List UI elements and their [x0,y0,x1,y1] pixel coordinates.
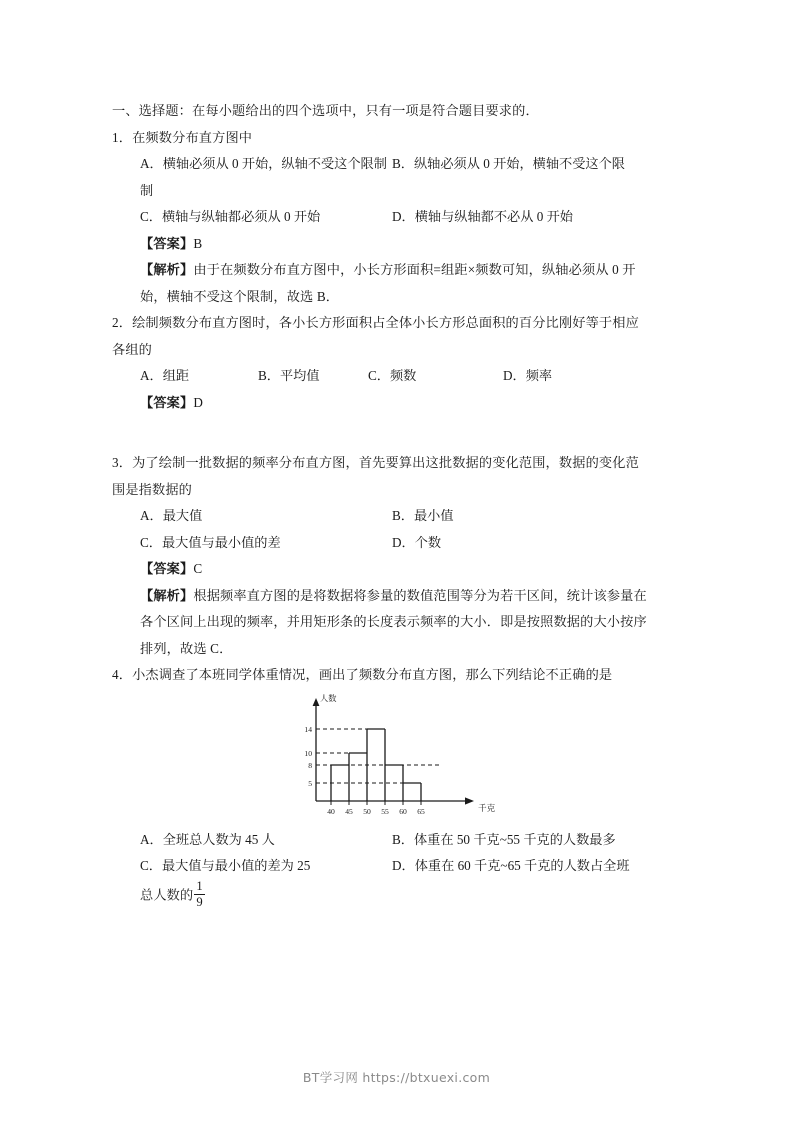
question-4-option-d: D．体重在 60 千克~65 千克的人数占全班 [392,858,630,873]
question-4-text: 小杰调查了本班同学体重情况，画出了频数分布直方图，那么下列结论不正确的是 [132,667,613,682]
question-1-analysis-text-1: 由于在频数分布直方图中，小长方形面积=组距×频数可知，纵轴必须从 0 开 [193,262,636,277]
question-3-answer [112,556,684,583]
x-tick-label-60: 60 [399,806,407,816]
question-3-option-d: D．个数 [392,534,442,550]
question-4-options-row-2 [112,853,684,880]
question-3-analysis-line-1 [112,583,684,610]
question-1-answer-value: B [193,235,203,251]
question-3-options-row-1 [112,503,684,530]
question-2-text-1: 绘制频数分布直方图时，各小长方形面积占全体小长方形总面积的百分比刚好等于相应 [132,315,639,330]
question-1-options-row-1 [112,151,684,178]
y-tick-label-14: 14 [304,724,312,734]
y-axis-arrow [313,698,320,706]
question-1-option-b-continuation: 制 [140,182,154,198]
question-2-answer [112,390,684,417]
question-1-text: 在频数分布直方图中 [132,129,253,145]
analysis-label: 【解析】 [140,587,194,603]
question-3-analysis-line-3: 排列，故选 C． [140,640,233,656]
question-3-options-row-2 [112,530,684,557]
question-3-analysis-text-1: 根据频率直方图的是将数据将参量的数值范围等分为若干区间，统计该参量在 [193,587,647,603]
section-heading: 一、选择题：在每小题给出的四个选项中，只有一项是符合题目要求的． [112,103,539,118]
question-2-options-row [112,363,684,390]
x-axis-title: 千克 [478,802,496,813]
question-3-text-1: 为了绘制一批数据的频率分布直方图，首先要算出这批数据的变化范围，数据的变化范 [132,455,639,470]
question-4-option-d-tail-prefix: 总人数的 [140,887,194,903]
question-3-number: 3． [112,455,133,470]
question-3-option-b: B．最小值 [392,508,454,523]
question-4-option-a: A．全班总人数为 45 人 [140,831,275,847]
question-3-answer-value: C [193,561,203,576]
x-tick-label-40: 40 [327,806,335,816]
question-1-options-row-2 [112,204,684,231]
question-2-option-b: B．平均值 [258,368,320,383]
question-1-number: 1． [112,129,133,145]
document-content [112,98,684,910]
question-1-option-d: D．横轴与纵轴都不必从 0 开始 [392,209,573,224]
question-1-option-a: A．横轴必须从 0 开始，纵轴不受这个限制 [140,156,387,171]
question-1-option-b: B．纵轴必须从 0 开始，横轴不受这个限 [392,156,625,171]
answer-label: 【答案】 [140,394,194,410]
fraction-numerator: 1 [194,880,204,896]
answer-label: 【答案】 [140,235,194,251]
x-tick-label-50: 50 [363,806,371,816]
y-axis-title: 人数 [320,693,337,703]
y-tick-label-8: 8 [308,760,312,770]
question-2-option-a: A．组距 [140,368,190,383]
frequency-histogram-figure [112,691,684,823]
page-footer: BT学习网 https://btxuexi.com [302,1070,491,1085]
section-spacer [112,416,684,450]
question-2-stem-line-2: 各组的 [112,341,153,357]
question-2-number: 2． [112,315,133,330]
y-tick-label-5: 5 [308,778,312,788]
question-1-option-c: C．横轴与纵轴都必须从 0 开始 [140,209,321,224]
question-1-stem [112,125,684,152]
question-4-options-row-1 [112,827,684,854]
question-4-option-c: C．最大值与最小值的差为 25 [140,858,311,873]
question-4-number: 4． [112,667,133,682]
question-1-analysis-line-1 [112,257,684,284]
question-3-option-a: A．最大值 [140,508,203,523]
question-4-stem [112,662,684,689]
question-1-analysis-line-2: 始，横轴不受这个限制，故选 B． [140,288,340,304]
x-tick-label-45: 45 [345,806,353,816]
question-2-option-d: D．频率 [503,368,553,383]
answer-label: 【答案】 [140,561,194,576]
frequency-histogram-chart [270,691,530,821]
x-axis-arrow [465,797,474,804]
question-3-analysis-line-2: 各个区间上出现的频率，并用矩形条的长度表示频率的大小．即是按照数据的大小按序 [140,614,647,629]
question-3-option-c: C．最大值与最小值的差 [140,534,281,550]
question-2-answer-value: D [193,394,204,410]
question-2-option-c: C．频数 [368,368,417,383]
analysis-label: 【解析】 [140,262,194,277]
question-3-stem-line-2: 围是指数据的 [112,481,193,497]
question-1-answer [112,231,684,258]
fraction-one-ninth [194,880,204,910]
question-4-option-b: B．体重在 50 千克~55 千克的人数最多 [392,831,616,847]
question-3-stem-line-1 [112,450,684,477]
y-tick-label-10: 10 [304,748,312,758]
fraction-denominator: 9 [196,895,203,910]
question-4-option-d-continuation [112,880,684,910]
x-tick-label-65: 65 [417,806,425,816]
question-2-stem-line-1 [112,310,684,337]
x-tick-label-55: 55 [381,806,389,816]
